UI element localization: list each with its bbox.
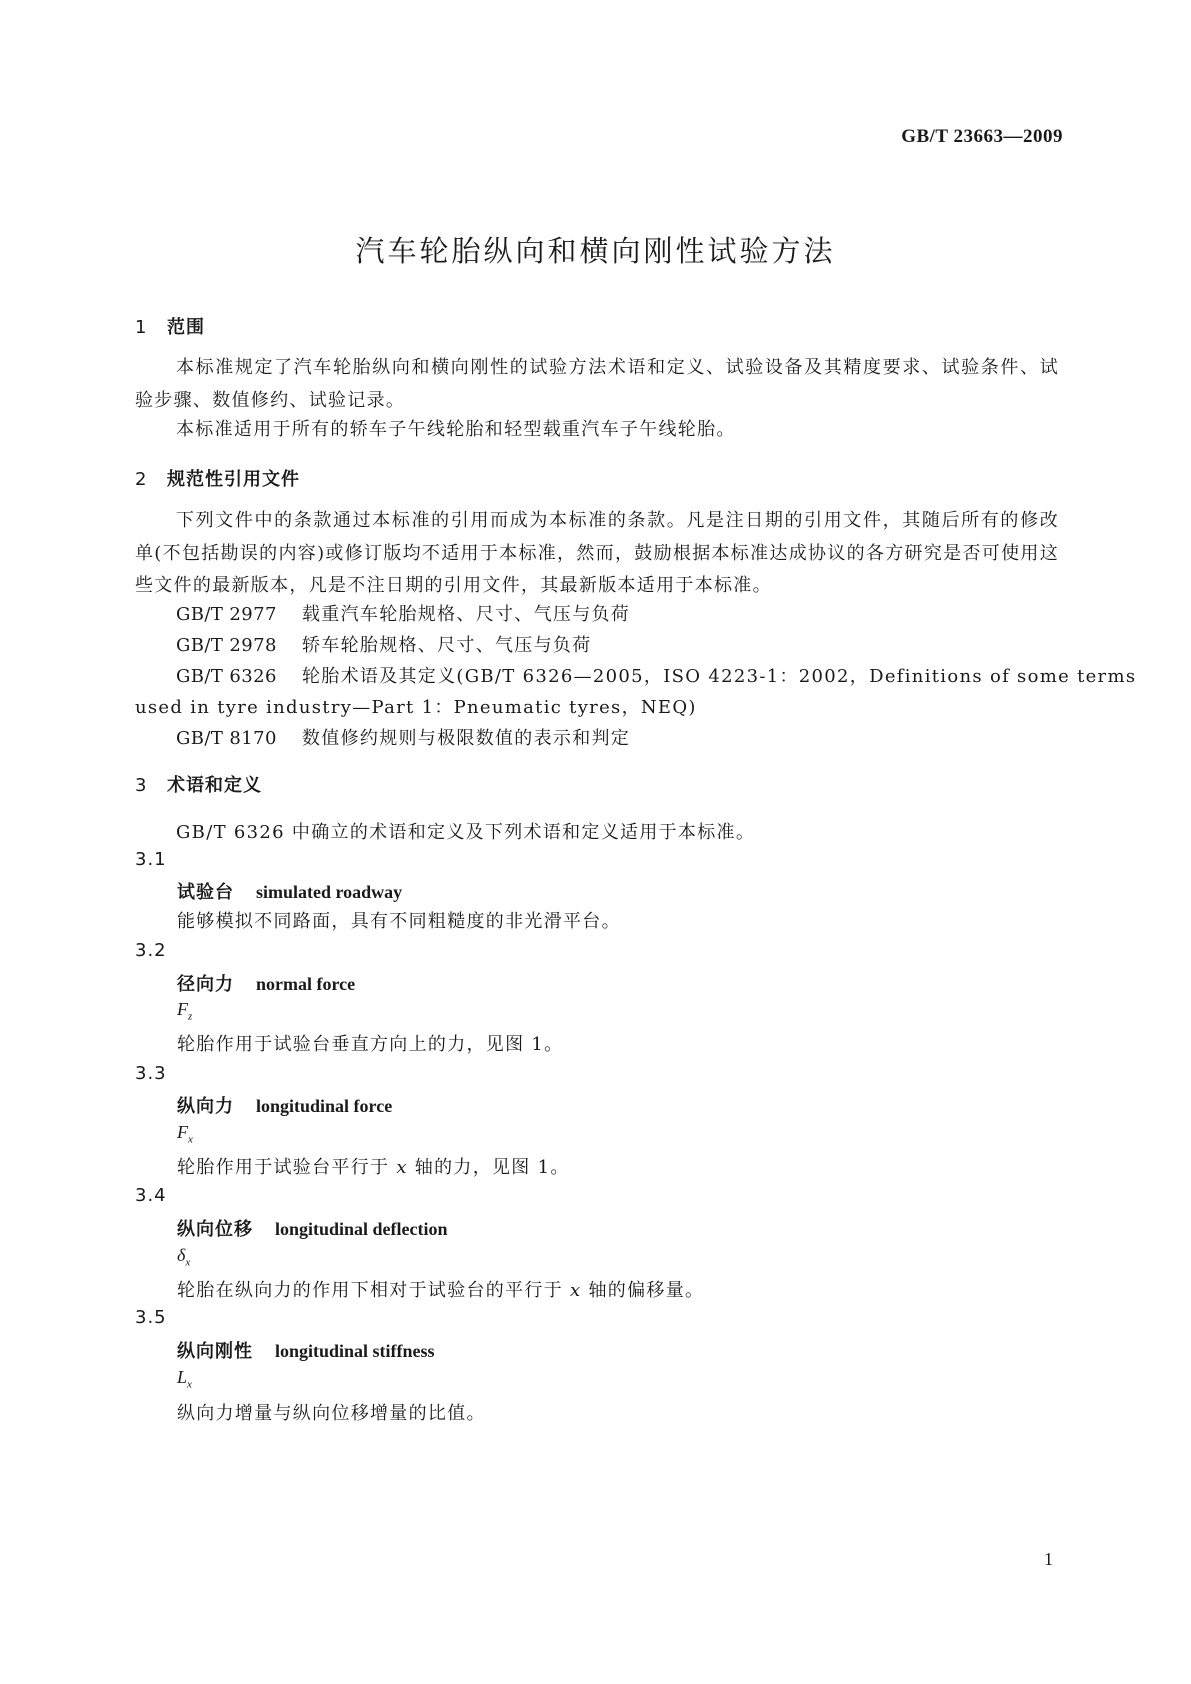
term-symbol: $F_z$: [177, 999, 193, 1023]
reference-item: [176, 724, 630, 750]
reference-item: [176, 600, 630, 626]
page-number: 1: [1044, 1549, 1053, 1569]
section-title: 范围: [167, 317, 205, 338]
term-symbol: $\delta_x$: [177, 1245, 191, 1269]
clause-number: 3.3: [135, 1063, 167, 1084]
section-number: 2: [135, 469, 148, 490]
section-number: 1: [135, 317, 148, 338]
reference-title: 数值修约规则与极限数值的表示和判定: [302, 728, 631, 749]
section-title: 规范性引用文件: [167, 469, 300, 490]
term-english: longitudinal deflection: [275, 1219, 448, 1239]
standard-code: GB/T 23663—2009: [901, 126, 1063, 147]
term-chinese: 径向力: [177, 974, 234, 995]
term-english: longitudinal force: [256, 1096, 393, 1116]
term-english: normal force: [256, 974, 356, 994]
section-number: 3: [135, 775, 148, 796]
section-3-heading: [135, 771, 262, 797]
reference-code: GB/T 2978: [176, 635, 277, 656]
section-3-intro: GB/T 6326 中确立的术语和定义及下列术语和定义适用于本标准。: [176, 822, 756, 843]
term-heading: [177, 970, 355, 996]
section-2-heading: [135, 465, 300, 491]
term-symbol: $L_x$: [177, 1367, 192, 1391]
reference-code: GB/T 2977: [176, 604, 277, 625]
section-2-intro: 下列文件中的条款通过本标准的引用而成为本标准的条款。凡是注日期的引用文件，其随后所有的修改单(不包括勘误的内容)或修订版均不适用于本标准，然而，鼓励根据本标准达成协议的各方研究是否可使用这些文件的最新版本，凡是不注日期的引用文件，其最新版本适用于本标准。: [135, 510, 1059, 597]
section-title: 术语和定义: [167, 775, 262, 796]
term-definition: 轮胎作用于试验台垂直方向上的力，见图 1。: [177, 1034, 564, 1055]
term-chinese: 试验台: [177, 882, 234, 903]
term-chinese: 纵向力: [177, 1096, 234, 1117]
term-english: simulated roadway: [256, 882, 403, 902]
document-title: 汽车轮胎纵向和横向刚性试验方法: [355, 234, 836, 268]
term-heading: [177, 878, 402, 904]
term-heading: [177, 1337, 435, 1363]
term-heading: [177, 1092, 392, 1118]
reference-title: 载重汽车轮胎规格、尺寸、气压与负荷: [302, 604, 631, 625]
term-heading: [177, 1215, 448, 1241]
reference-item: [176, 631, 592, 657]
reference-title: 轮胎术语及其定义(GB/T 6326—2005，ISO 4223-1：2002，Definitions of some terms: [302, 666, 1137, 687]
section-1-paragraph-2: 本标准适用于所有的轿车子午线轮胎和轻型载重汽车子午线轮胎。: [176, 419, 736, 440]
term-chinese: 纵向位移: [177, 1219, 253, 1240]
clause-number: 3.5: [135, 1307, 167, 1328]
term-chinese: 纵向刚性: [177, 1341, 253, 1362]
reference-continuation: used in tyre industry—Part 1：Pneumatic tyres，NEQ): [135, 697, 697, 718]
term-definition: 纵向力增量与纵向位移增量的比值。: [177, 1403, 486, 1424]
section-1-heading: [135, 313, 205, 339]
reference-item: [176, 662, 1136, 688]
reference-code: GB/T 8170: [176, 728, 277, 749]
clause-number: 3.2: [135, 940, 167, 961]
term-definition: 轮胎在纵向力的作用下相对于试验台的平行于 x 轴的偏移量。: [177, 1280, 705, 1301]
clause-number: 3.1: [135, 849, 167, 870]
reference-title: 轿车轮胎规格、尺寸、气压与负荷: [302, 635, 592, 656]
section-1-paragraph-1: 本标准规定了汽车轮胎纵向和横向刚性的试验方法术语和定义、试验设备及其精度要求、试验条件、试验步骤、数值修约、试验记录。: [135, 357, 1059, 411]
term-definition: 能够模拟不同路面，具有不同粗糙度的非光滑平台。: [177, 911, 621, 932]
term-definition: 轮胎作用于试验台平行于 x 轴的力，见图 1。: [177, 1157, 570, 1178]
clause-number: 3.4: [135, 1185, 167, 1206]
term-english: longitudinal stiffness: [275, 1341, 435, 1361]
reference-code: GB/T 6326: [176, 666, 277, 687]
term-symbol: $F_x$: [177, 1122, 193, 1146]
